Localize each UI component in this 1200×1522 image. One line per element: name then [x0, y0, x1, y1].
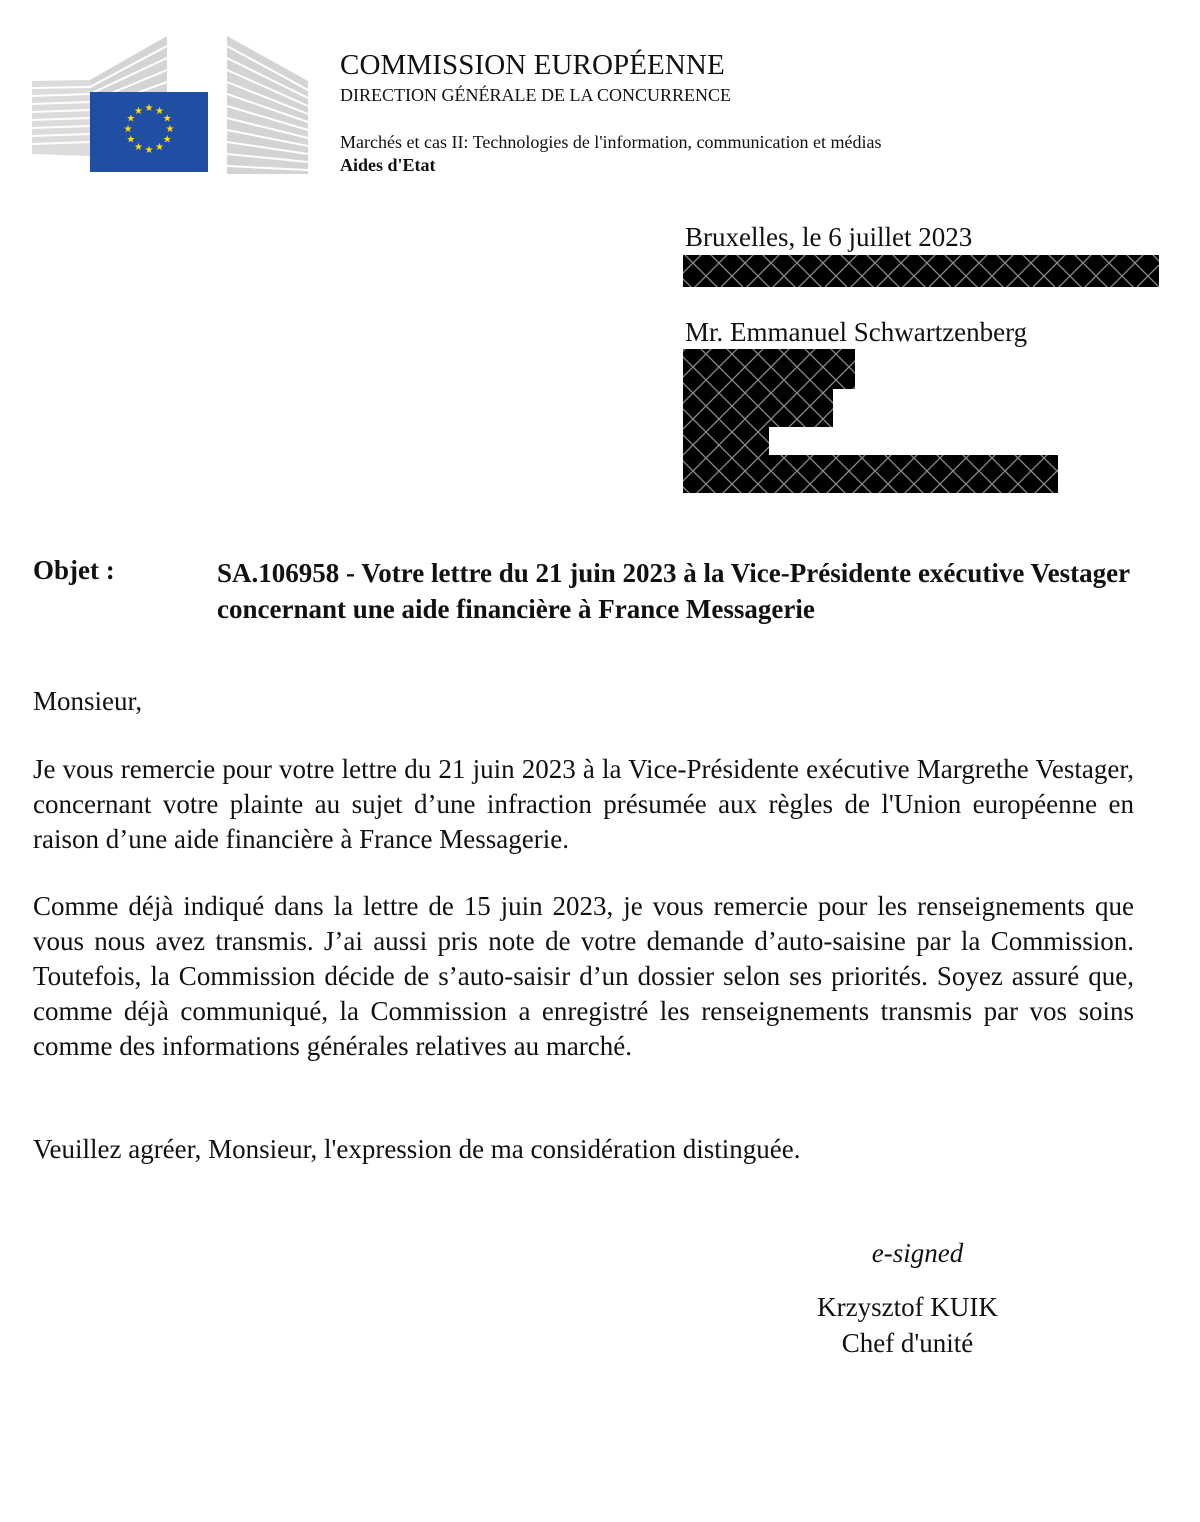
- svg-text:★: ★: [155, 142, 164, 154]
- unit-name: Marchés et cas II: Technologies de l'information, communication et médias: [340, 132, 882, 152]
- signatory-title: Chef d'unité: [841, 1328, 974, 1358]
- closing-formula: Veuillez agréer, Monsieur, l'expression de ma considération distinguée.: [33, 1134, 801, 1164]
- redaction-block: [683, 387, 833, 427]
- subject-label: Objet :: [33, 555, 115, 585]
- svg-text:★: ★: [144, 145, 154, 156]
- svg-text:★: ★: [162, 134, 172, 146]
- svg-text:★: ★: [134, 142, 143, 154]
- svg-text:★: ★: [126, 113, 136, 125]
- svg-text:★: ★: [123, 124, 133, 135]
- svg-text:★: ★: [155, 105, 164, 117]
- recipient-name: Mr. Emmanuel Schwartzenberg: [685, 317, 1028, 347]
- subject-text: SA.106958 - Votre lettre du 21 juin 2023 à la Vice-Présidente exécutive Vestager concernant une aide financière à France Messagerie: [217, 558, 1130, 624]
- directorate-name: DIRECTION GÉNÉRALE DE LA CONCURRENCE: [340, 85, 731, 105]
- signatory-name: Krzysztof KUIK: [817, 1292, 998, 1322]
- body-paragraph: Je vous remercie pour votre lettre du 21 juin 2023 à la Vice-Présidente exécutive Margrethe Vestager, concernant votre plainte au sujet d’une infraction présumée aux règles de l'Union européenne en raison d’une aide financière à France Messagerie.: [33, 754, 1134, 854]
- institution-name: COMMISSION EUROPÉENNE: [340, 49, 725, 81]
- svg-text:★: ★: [134, 105, 143, 117]
- salutation: Monsieur,: [33, 686, 143, 716]
- redaction-block: [683, 255, 1159, 287]
- redaction-block: [683, 455, 1058, 493]
- svg-text:★: ★: [144, 103, 154, 114]
- body-paragraph: Comme déjà indiqué dans la lettre de 15 juin 2023, je vous remercie pour les renseignements que vous nous avez transmis. J’ai aussi pris note de votre demande d’auto-saisine par la Commission. Toutefois, la Commission décide de s’auto-saisir d’un dossier selon ses priorités. Soyez assuré que, comme déjà communiqué, la Commission a enregistré les renseignements transmis par vos soins comme des informations générales relatives au marché.: [33, 891, 1134, 1061]
- svg-text:★: ★: [165, 124, 175, 135]
- unit-subtitle: Aides d'Etat: [340, 155, 436, 175]
- e-signed-mark: e-signed: [871, 1238, 964, 1268]
- svg-text:★: ★: [162, 113, 172, 125]
- date-line: Bruxelles, le 6 juillet 2023: [685, 222, 973, 252]
- svg-text:★: ★: [126, 134, 136, 146]
- redaction-block: [683, 349, 855, 389]
- redaction-blocks: [680, 250, 1162, 500]
- european-commission-logo: [32, 36, 312, 176]
